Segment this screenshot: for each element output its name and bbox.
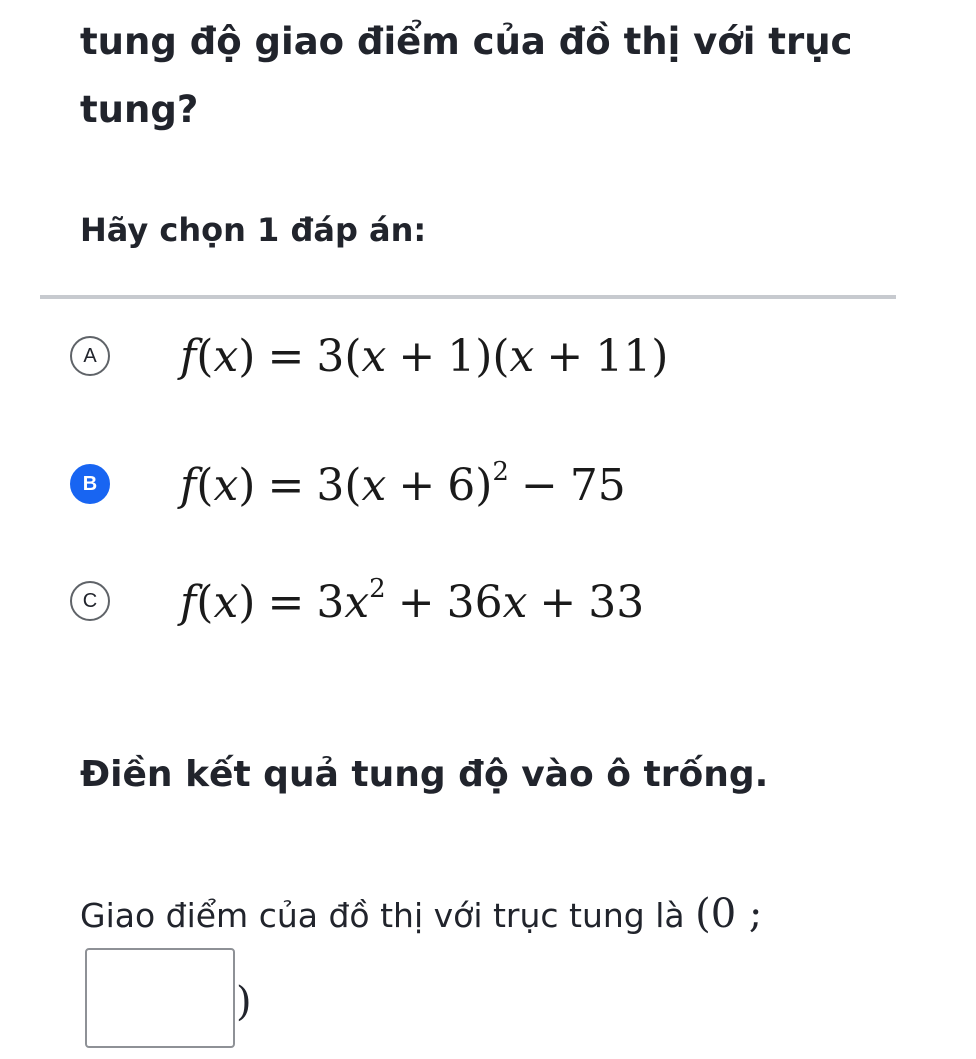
formula-exponent: 2 [369, 574, 386, 604]
divider [40, 295, 896, 299]
formula-token: x [344, 577, 370, 628]
formula-token: 1)( [447, 330, 510, 382]
radio-b[interactable]: B [70, 464, 110, 504]
question-text [80, 8, 900, 144]
formula-token: x [361, 330, 387, 382]
formula-token: f [180, 577, 197, 628]
choice-a-formula [180, 331, 668, 382]
answer-prefix: Giao điểm của đồ thị với trục tung là [80, 896, 685, 935]
formula-token: + [546, 330, 584, 382]
formula-token: 36 [446, 577, 503, 628]
answer-open-coordinate: (0 ; [695, 891, 763, 937]
radio-a[interactable]: A [70, 336, 110, 376]
question-line-1: tung độ giao điểm của đồ thị với trục [80, 20, 853, 63]
formula-token: + [397, 577, 435, 628]
fill-instruction: Điền kết quả tung độ vào ô trống. [80, 754, 769, 795]
formula-token: ) [238, 460, 256, 511]
formula-token: 3 [316, 577, 345, 628]
formula-token: x [361, 460, 387, 511]
formula-token: = [267, 460, 305, 511]
formula-token: ) [238, 330, 256, 382]
choice-c-formula [180, 574, 644, 628]
formula-token: = [267, 330, 305, 382]
choice-c[interactable] [70, 571, 870, 631]
formula-token: ( [196, 460, 214, 511]
formula-token: ( [196, 330, 214, 382]
answer-sentence [80, 886, 762, 944]
formula-token: + [398, 460, 436, 511]
question-line-2: tung? [80, 88, 199, 131]
formula-token: + [539, 577, 577, 628]
formula-token: f [180, 460, 197, 511]
formula-token: f [180, 330, 197, 382]
formula-token: 33 [588, 577, 645, 628]
answer-input[interactable] [85, 948, 235, 1048]
formula-token: x [213, 577, 239, 628]
choice-b[interactable] [70, 454, 870, 514]
formula-token: x [213, 330, 239, 382]
choice-b-formula [180, 457, 626, 511]
formula-exponent: 2 [492, 457, 509, 487]
formula-token: x [509, 330, 535, 382]
answer-close-paren: ) [236, 979, 252, 1025]
formula-token: x [213, 460, 239, 511]
formula-token: 75 [569, 460, 626, 511]
formula-token: = [267, 577, 305, 628]
formula-token: 3( [316, 460, 362, 511]
radio-c[interactable]: C [70, 581, 110, 621]
formula-token: ) [238, 577, 256, 628]
formula-token: 6) [447, 460, 493, 511]
formula-token: x [502, 577, 528, 628]
choose-prompt: Hãy chọn 1 đáp án: [80, 211, 427, 249]
formula-token: + [398, 330, 436, 382]
formula-token: ( [196, 577, 214, 628]
formula-token: 11) [595, 330, 669, 382]
formula-token: 3( [316, 330, 362, 382]
choice-a[interactable] [70, 326, 870, 386]
formula-token: − [520, 460, 558, 511]
